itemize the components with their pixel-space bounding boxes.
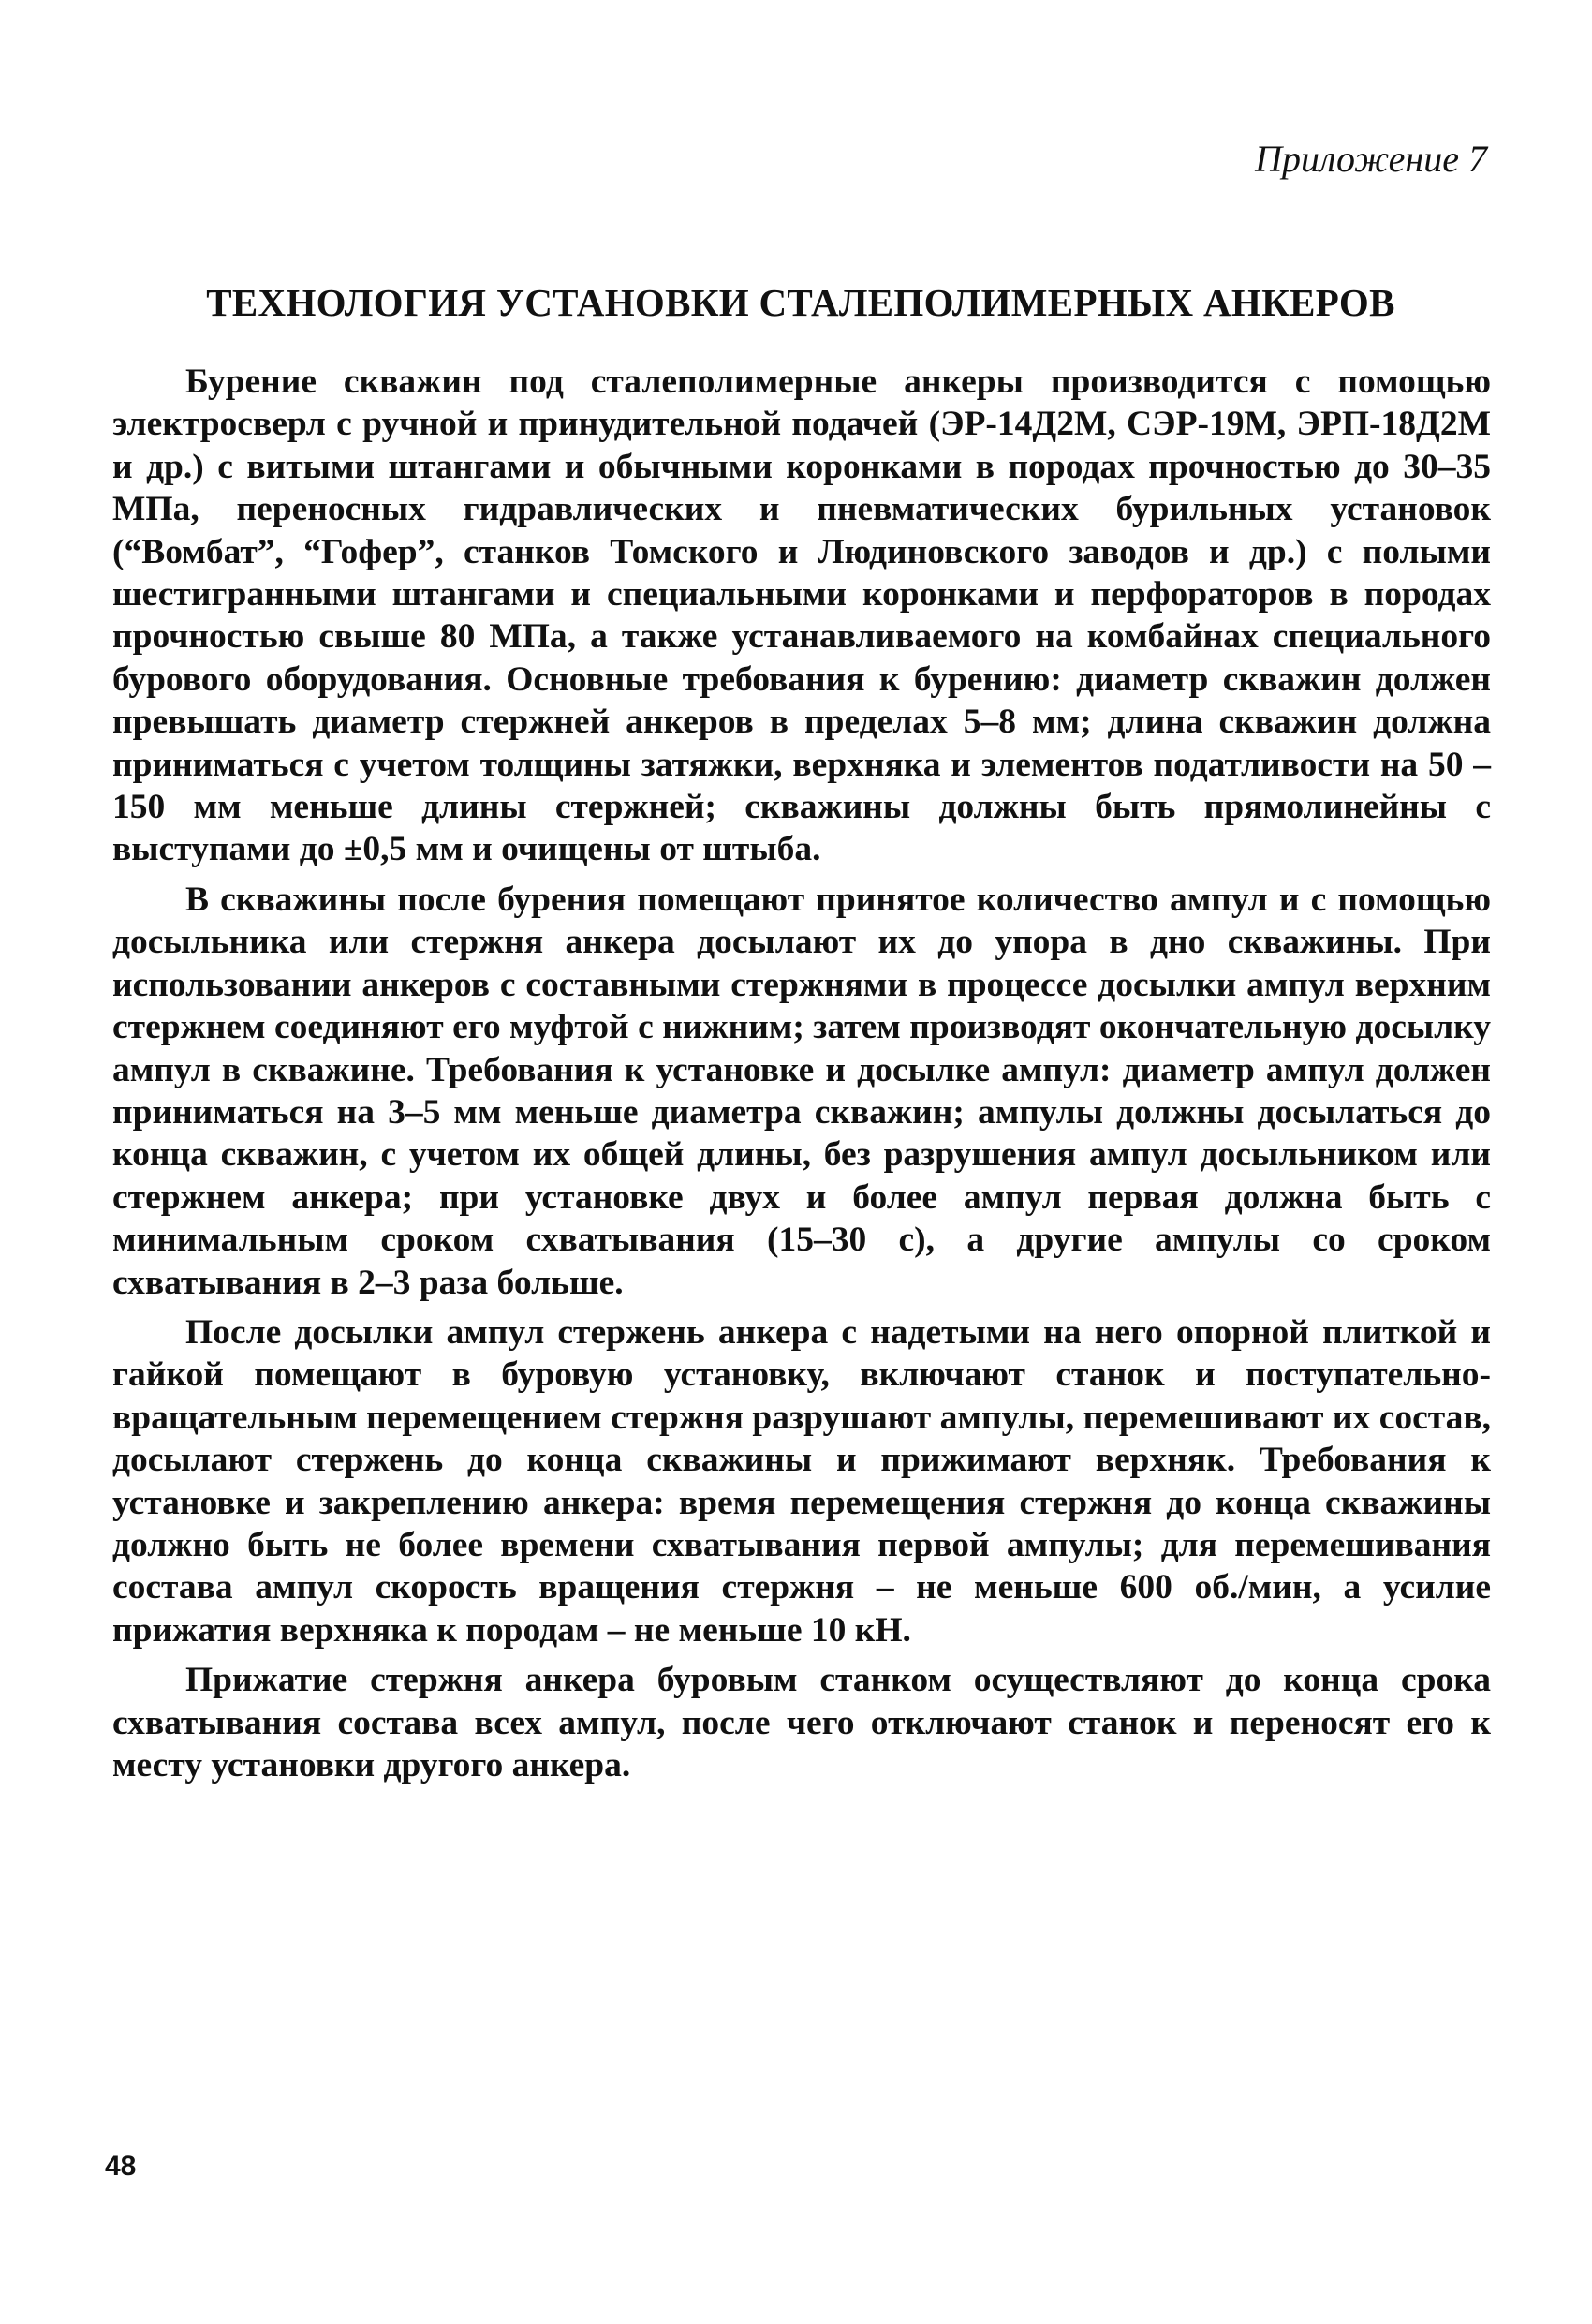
paragraph-drilling: Бурение скважин под сталеполимерные анкеры производится с помощью электросверл с ручной и принудительной подачей (ЭР-14Д2М, СЭР-19М, ЭРП-18Д2М и др.) с витыми штангами и обычными коронками в породах прочностью до 30–35 МПа, переносных гидравлических и пневматических бурильных установок (“Вомбат”, “Гофер”, станков Томского и Людиновского заводов и др.) с полыми шестигранными штангами и специальными коронками и перфораторов в породах прочностью свыше 80 МПа, а также устанавливаемого на комбайнах специального бурового оборудования. Основные требования к бурению: диаметр скважин должен превышать диаметр стержней анкеров в пределах 5–8 мм; длина скважин должна приниматься с учетом толщины затяжки, верхняка и элементов податливости на 50 –150 мм меньше длины стержней; скважины должны быть прямолинейны с выступами до ±0,5 мм и очищены от штыба. (112, 363, 1491, 869)
paragraph-anchor-installation: После досылки ампул стержень анкера с надетыми на него опорной плиткой и гайкой помещают в буровую установку, включают станок и поступательно-вращательным перемещением стержня разрушают ампулы, перемешивают их состав, досылают стержень до конца скважины и прижимают верхняк. Требования к установке и закреплению анкера: время перемещения стержня до конца скважины должно быть не более времени схватывания первой ампулы; для перемешивания состава ампул скорость вращения стержня – не меньше 600 об./мин, а усилие прижатия верхняка к породам – не меньше 10 кН. (112, 1312, 1491, 1650)
paragraph-ampoule-insertion: В скважины после бурения помещают принятое количество ампул и с помощью досыльника или стержня анкера досылают их до упора в дно скважины. При использовании анкеров с составными стержнями в процессе досылки ампул верхним стержнем соединяют его муфтой с нижним; затем производят окончательную досылку ампул в скважине. Требования к установке и досылке ампул: диаметр ампул должен приниматься на 3–5 мм меньше диаметра скважин; ампулы должны досылаться до конца скважин, с учетом их общей длины, без разрушения ампул досыльником или стержнем анкера; при установке двух и более ампул первая должна быть с минимальным сроком схватывания (15–30 с), а другие ампулы со сроком схватывания в 2–3 раза больше. (112, 880, 1491, 1302)
page-number: 48 (105, 2151, 137, 2182)
body-text (112, 361, 1491, 1794)
paragraph-anchor-pressing: Прижатие стержня анкера буровым станком осуществляют до конца срока схватывания состава всех ампул, после чего отключают станок и переносят его к месту установки другого анкера. (112, 1661, 1491, 1784)
document-title: ТЕХНОЛОГИЯ УСТАНОВКИ СТАЛЕПОЛИМЕРНЫХ АНКЕРОВ (206, 281, 1395, 324)
appendix-label: Приложение 7 (1255, 138, 1487, 180)
